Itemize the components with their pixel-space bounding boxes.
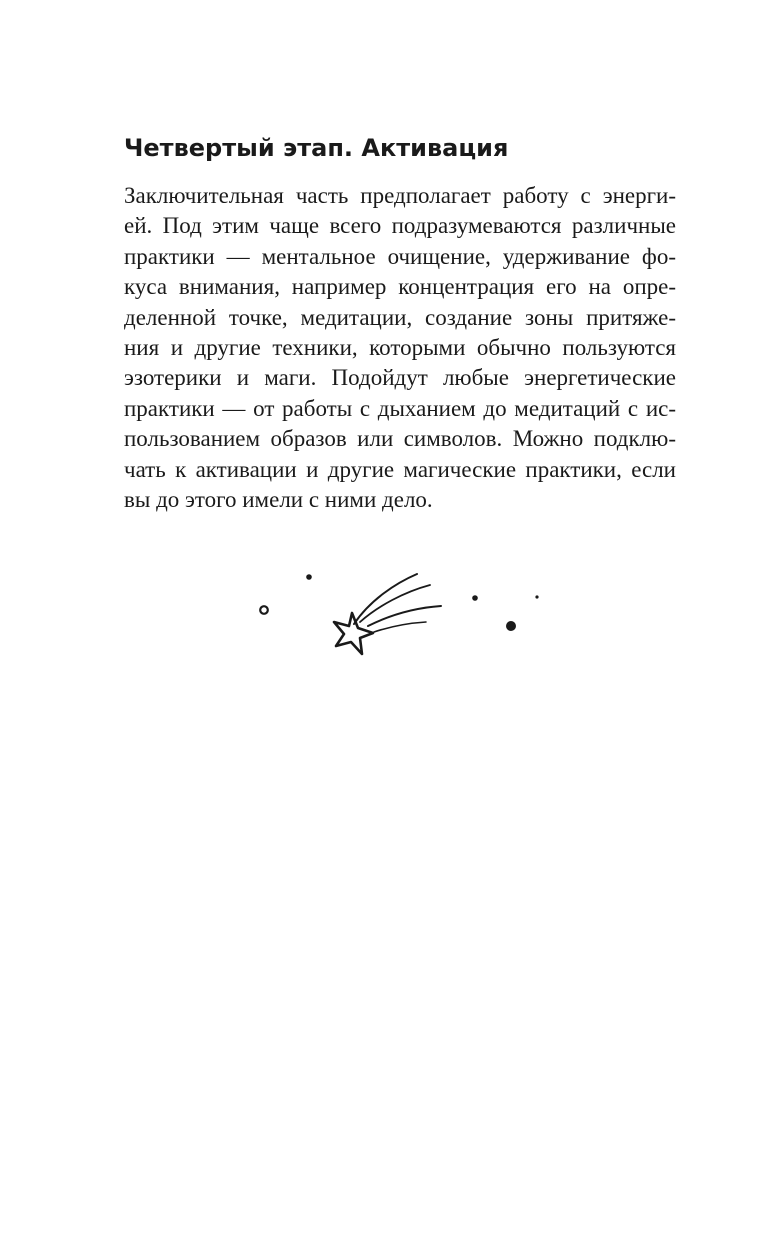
paragraph-line: деленной точке, медитации, создание зоны притяже-	[124, 304, 676, 330]
section-paragraph	[124, 181, 676, 515]
paragraph-line: ния и другие техники, которыми обычно пользуются	[124, 334, 676, 360]
paragraph-line: чать к активации и другие магические практики, если	[124, 456, 676, 482]
paragraph-line: вы до этого имели с ними дело.	[124, 486, 433, 512]
paragraph-line: практики — от работы с дыханием до медитаций с ис-	[124, 395, 676, 421]
paragraph-line: практики — ментальное очищение, удерживание фо-	[124, 243, 676, 269]
shooting-star-icon	[250, 566, 550, 660]
paragraph-line: эзотерики и маги. Подойдут любые энергетические	[124, 365, 676, 391]
section-heading: Четвертый этап. Активация	[124, 134, 509, 162]
paragraph-line: куса внимания, например концентрация его на опре-	[124, 274, 676, 300]
paragraph-line: пользованием образов или символов. Можно подклю-	[124, 426, 676, 452]
paragraph-line: Заключительная часть предполагает работу с энерги-	[124, 183, 676, 208]
paragraph-line: ей. Под этим чаще всего подразумеваются различные	[124, 213, 676, 239]
